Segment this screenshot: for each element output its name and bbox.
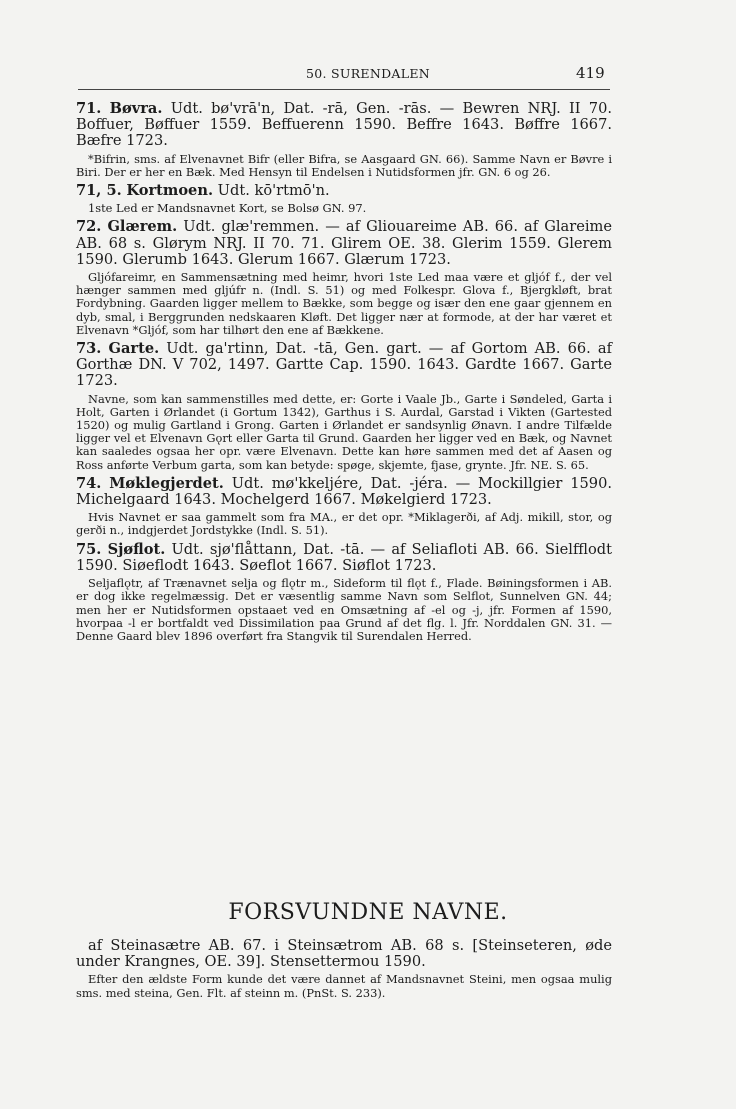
entry-number: 73. (76, 340, 102, 358)
entry-name: Bøvra. (109, 100, 163, 117)
entry-note: Gljófareimr, en Sammensætning med heimr, hvori 1ste Led maa være et gljóf f., der vel hænger sammen med gljúfr n. (Indl. S. 51) og med Folkespr. Glova f., Bjergkløft, brat Fordybning. Gaarden ligger mellem to Bække, som begge og især den ene gaar gjennem en dyb, smal, i Berggrunden nedskaaren Kløft. Det ligger nær at formode, at der har været et Elvenavn *Gljóf, som har tilhørt den ene af Bækkene. (76, 270, 612, 337)
section-text: af Steinasætre AB. 67. i Steinsætrom AB. 68 s. [Steinseteren, øde under Krangnes, OE. 39]. Stensettermou 1590. (76, 937, 612, 971)
entry-75 (76, 542, 612, 574)
entry-73 (76, 341, 612, 390)
entry-name: Sjøflot. (107, 540, 166, 558)
entry-text: Udt. bø'vrā'n, Dat. -rā, Gen. -rās. — Bewren NRJ. II 70. Boffuer, Bøffuer 1559. Beffuerenn 1590. Beffre 1643. Bøffre 1667. Bæfre 1723. (76, 100, 612, 150)
entry-text: Udt. mø'kkeljére, Dat. -jéra. — Mockillgier 1590. Michelgaard 1643. Mochelgerd 1667. Møkelgierd 1723. (76, 474, 613, 509)
entry-number: 71, 5. (76, 182, 122, 200)
entry-number: 75. (76, 540, 102, 558)
entry-name: Møklegjerdet. (109, 474, 224, 492)
section-block (76, 938, 612, 1000)
entry-text: Udt. sjø'flåttann, Dat. -tā. — af Seliafloti AB. 66. Sielfflodt 1590. Siøeflodt 1643. Søeflot 1667. Siøflot 1723. (76, 540, 612, 574)
entry-71-5 (76, 183, 612, 199)
section-note: Efter den ældste Form kunde det være dannet af Mandsnavnet Steini, men ogsaa mulig sms. med steina, Gen. Flt. af steinn m. (PnSt. S. 233). (76, 972, 612, 1000)
entry-note: Seljaflǫtr, af Trænavnet selja og flǫtr m., Sideform til flǫt f., Flade. Bøiningsformen i AB. er dog ikke regelmæssig. Det er væsentlig samme Navn som Selflot, Sunnelven GN. 44; men her er Nutidsformen opstaaet ved en Omsætning af -el og -j, jfr. Formen af 1590, hvorpaa -l er bortfaldt ved Dissimilation paa Grund af det flg. l. Jfr. Norddalen GN. 31. — Denne Gaard blev 1896 overført fra Stangvik til Surendalen Herred. (76, 576, 612, 643)
entry-note: *Bifrin, sms. af Elvenavnet Bifr (eller Bifra, se Aasgaard GN. 66). Samme Navn er Bøvre i Biri. Der er her en Bæk. Med Hensyn til Endelsen i Nutidsformen jfr. GN. 6 og 26. (76, 151, 612, 179)
entry-name: Kortmoen. (126, 182, 214, 200)
running-header: 50. SURENDALEN (305, 66, 431, 81)
entry-text: Udt. glæ'remmen. — af Gliouareime AB. 66. af Glareime AB. 68 s. Glørym NRJ. II 70. 71. Glirem OE. 38. Glerim 1559. Glerem 1590. Glerumb 1643. Glerum 1667. Glærum 1723. (76, 218, 613, 268)
header-rule (78, 89, 610, 90)
entry-71 (76, 101, 612, 150)
entry-note: Navne, som kan sammenstilles med dette, er: Gorte i Vaale Jb., Garte i Søndeled, Garta i Holt, Garten i Ørlandet (i Gortum 1342), Garthus i S. Aurdal, Garstad i Vikten (Gartested 1520) og mulig Gartland i Grong. Garten i Ørlandet er sandsynlig Ønavn. I andre Tilfælde ligger vel et Elvenavn Gǫrt eller Garta til Grund. Gaarden her ligger ved en Bæk, og Navnet kan saaledes ogsaa her opr. være Elvenavn. Dette kan høre sammen med det af Aasen og Ross anførte Verbum garta, som kan betyde: spøge, skjemte, fjase, grynte. Jfr. NE. S. 65. (76, 391, 612, 472)
entry-number: 74. (76, 474, 102, 492)
entry-74 (76, 476, 612, 508)
section-title: FORSVUNDNE NAVNE. (228, 900, 508, 925)
entry-name: Garte. (108, 340, 160, 358)
page-number: 419 (576, 64, 605, 82)
entry-number: 72. (76, 218, 102, 236)
entry-number: 71. (76, 100, 102, 117)
entry-name: Glærem. (107, 218, 178, 236)
entry-text: Udt. ga'rtinn, Dat. -tā, Gen. gart. — af Gortom AB. 66. af Gorthæ DN. V 702, 1497. Gartte Cap. 1590. 1643. Gardte 1667. Garte 1723. (76, 340, 613, 390)
entry-note: Hvis Navnet er saa gammelt som fra MA., er det opr. *Miklagerði, af Adj. mikill, stor, og gerði n., indgjerdet Jordstykke (Indl. S. 51). (76, 510, 612, 538)
entries-block (76, 101, 612, 643)
entry-72 (76, 219, 612, 268)
entry-note: 1ste Led er Mandsnavnet Kort, se Bolsø GN. 97. (88, 201, 367, 216)
entry-text: Udt. kō'rtmō'n. (213, 182, 330, 200)
